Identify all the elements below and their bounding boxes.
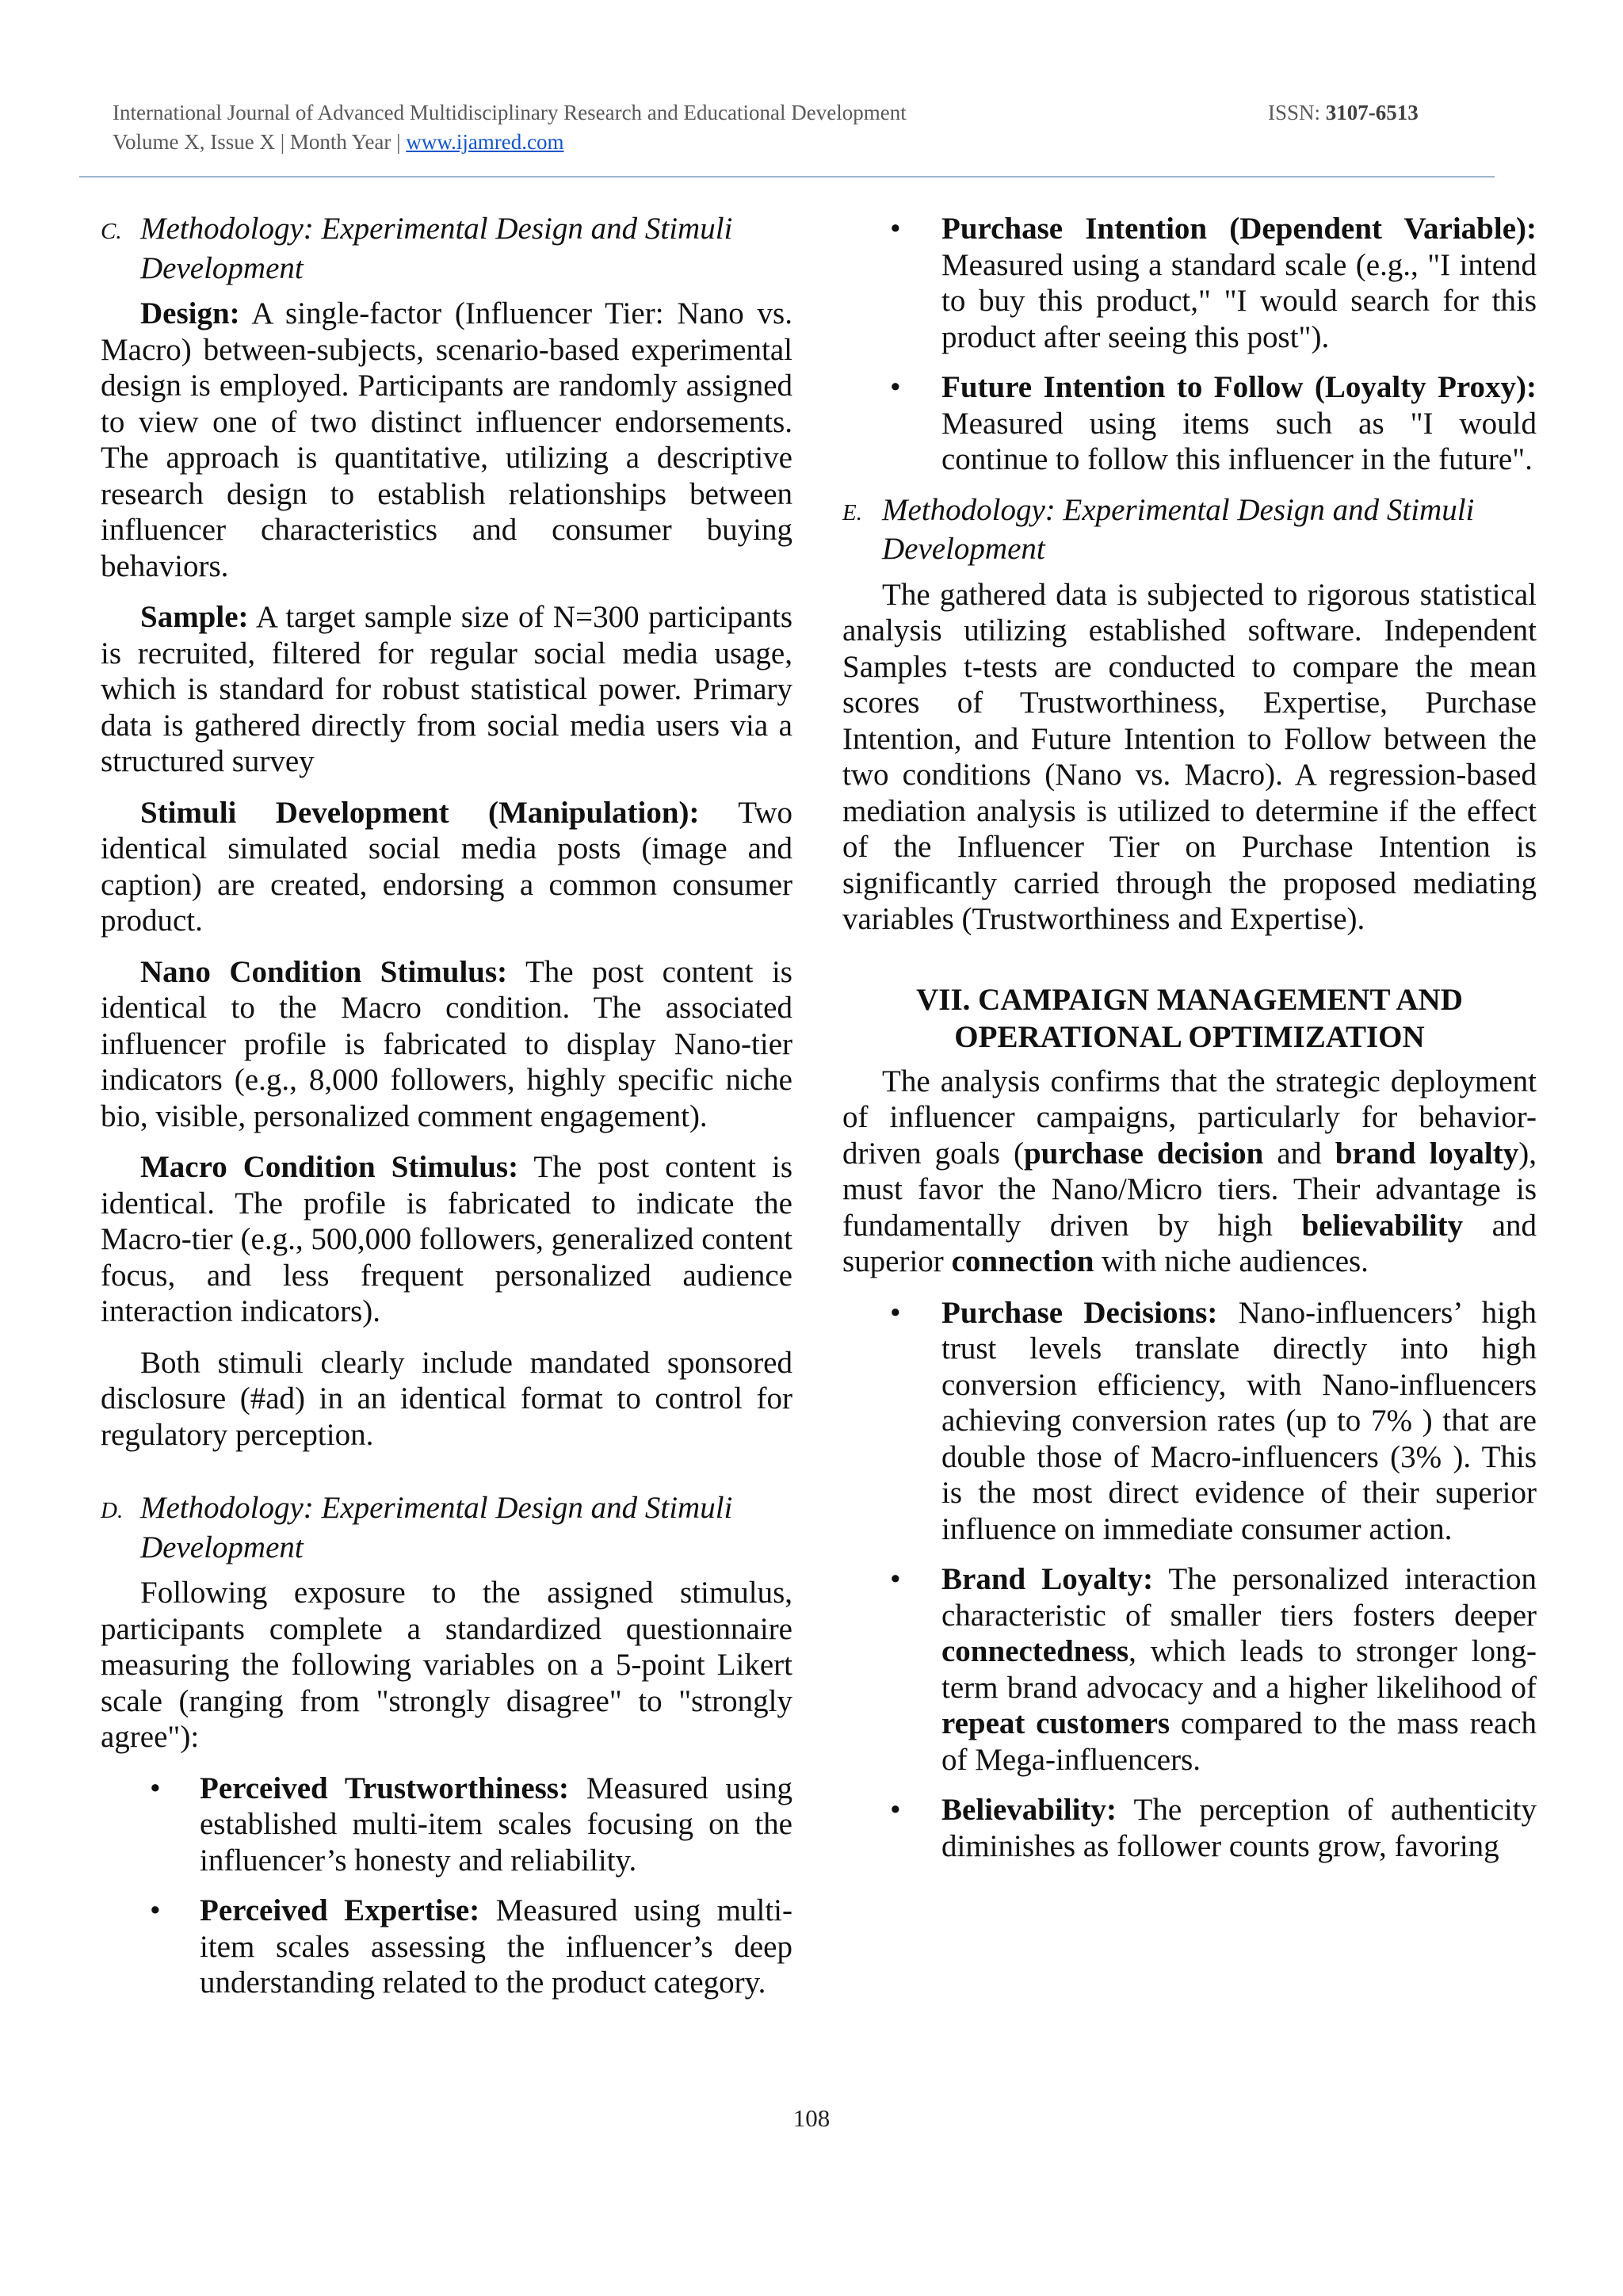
stimuli-label: Stimuli Development (Manipulation): [140, 795, 700, 830]
list-item [842, 211, 1537, 355]
nano-label: Nano Condition Stimulus: [140, 954, 508, 989]
subsection-c-heading [101, 211, 792, 286]
campaign-paragraph [842, 1064, 1537, 1280]
campaign-bold-1: purchase decision [1023, 1136, 1264, 1171]
macro-label: Macro Condition Stimulus: [140, 1150, 519, 1184]
issn [1268, 98, 1419, 128]
sample-text: A target sample size of N=300 participants is recruited, filtered for regular social media usage, which is standard for robust statistical power. Primary data is gathered directly from social media users via a structured survey [101, 600, 792, 778]
bullet-text: Measured using established multi-item scales focusing on the influencer’s honesty and reliability. [200, 1771, 792, 1878]
sample-paragraph [101, 599, 792, 780]
list-item [842, 1295, 1537, 1548]
journal-header [113, 98, 907, 157]
findings-list [842, 1295, 1537, 1865]
subsection-d-title: Methodology: Experimental Design and Stimuli Development [140, 1491, 733, 1564]
list-item [101, 1893, 792, 2001]
bullet-icon: • [890, 370, 901, 404]
left-column [101, 211, 792, 2015]
bullet-text: The personalized interaction characteristic of smaller tiers fosters deeper [941, 1562, 1537, 1633]
subsection-d-heading [101, 1490, 792, 1565]
bullet-icon: • [150, 1893, 161, 1927]
macro-paragraph [101, 1149, 792, 1330]
nano-paragraph [101, 954, 792, 1135]
both-stimuli-paragraph: Both stimuli clearly include mandated sponsored disclosure (#ad) in an identical format to control for regulatory perception. [101, 1345, 792, 1452]
campaign-text-2: and [1263, 1136, 1335, 1171]
stimuli-text: Two identical simulated social media posts (image and caption) are created, endorsing a common consumer product. [101, 795, 792, 938]
subsection-c-title: Methodology: Experimental Design and Stimuli Development [140, 212, 733, 285]
macro-text: The post content is identical. The profile is fabricated to indicate the Macro-tier (e.g., 500,000 followers, generalized content focus, and less frequent personalized audience interaction indicators). [101, 1150, 793, 1328]
header-divider [79, 176, 1495, 178]
bullet-text: Measured using a standard scale (e.g., "I intend to buy this product," "I would search for this product after seeing this post"). [941, 247, 1537, 354]
list-item [842, 1792, 1537, 1864]
bullet-text: Measured using items such as "I would continue to follow this influencer in the future". [941, 406, 1537, 476]
section-vii-heading [842, 981, 1537, 1056]
bullet-icon: • [890, 1793, 901, 1827]
campaign-bold-4: connection [951, 1244, 1094, 1278]
list-item [842, 369, 1537, 478]
design-paragraph [101, 296, 792, 584]
bullet-label: Perceived Trustworthiness: [200, 1771, 569, 1805]
bullet-label: Perceived Expertise: [200, 1893, 480, 1927]
bullet-label: Believability: [941, 1793, 1117, 1827]
design-text: A single-factor (Influencer Tier: Nano vs. Macro) between-subjects, scenario-based experimental design is employed. Participants are randomly assigned to view one of two distinct influencer endorsements. The approach is quantitative, utilizing a descriptive research design to establish relationships between influencer characteristics and consumer buying behaviors. [101, 296, 792, 583]
issn-number: 3107-6513 [1325, 101, 1419, 124]
nano-text: The post content is identical to the Macro condition. The associated influencer profile is fabricated to display Nano-tier indicators (e.g., 8,000 followers, highly specific niche bio, visible, personalized comment engagement). [101, 954, 792, 1133]
bullet-text: The perception of authenticity diminishes as follower counts grow, favoring [941, 1793, 1537, 1863]
bullet-label: Purchase Intention (Dependent Variable): [941, 212, 1537, 246]
campaign-bold-2: brand loyalty [1335, 1136, 1519, 1171]
list-item [101, 1771, 792, 1879]
bullet-icon: • [890, 1295, 901, 1330]
bullet-icon: • [150, 1771, 161, 1805]
section-heading-line-1: VII. CAMPAIGN MANAGEMENT AND [916, 982, 1463, 1017]
campaign-text-4: and superior [842, 1208, 1537, 1278]
subsection-e-heading [842, 492, 1537, 567]
bullet-icon: • [890, 212, 901, 246]
analysis-paragraph: The gathered data is subjected to rigorous statistical analysis utilizing established software. Independent Samples t-tests are conducted to compare the mean scores of Trustworthiness, Expertise, Purchase Intention, and Future Intention to Follow between the two conditions (Nano vs. Macro). A regression-based mediation analysis is utilized to determine if the effect of the Influencer Tier on Purchase Intention is significantly carried through the proposed mediating variables (Trustworthiness and Expertise). [842, 577, 1537, 936]
journal-title: International Journal of Advanced Multidisciplinary Research and Educational Development [113, 101, 907, 124]
page-number: 108 [792, 2104, 831, 2132]
bullet-text: Nano-influencers’ high trust levels translate directly into high conversion efficiency, with Nano-influencers achieving conversion rates (up to 7% ) that are double those of Macro-influencers (3% ). This is the most direct evidence of their superior influence on immediate consumer action. [941, 1295, 1537, 1546]
measures-list [101, 1771, 792, 2001]
campaign-text-3: ), must favor the Nano/Micro tiers. Their advantage is fundamentally driven by high [842, 1136, 1537, 1243]
campaign-text-5: with niche audiences. [1094, 1244, 1369, 1278]
sample-label: Sample: [140, 600, 249, 634]
bullet-bold: connectedness [941, 1634, 1129, 1668]
right-column [842, 211, 1537, 1878]
subsection-e-letter: E. [842, 499, 862, 525]
bullet-label: Brand Loyalty: [941, 1562, 1154, 1596]
subsection-c-letter: C. [101, 219, 122, 244]
journal-volume-line [113, 128, 907, 157]
volume-text: Volume X, Issue X | Month Year | [113, 130, 407, 154]
campaign-bold-3: believability [1301, 1208, 1464, 1243]
bullet-text: compared to the mass reach of Mega-influencers. [941, 1706, 1537, 1777]
stimuli-paragraph [101, 795, 792, 939]
design-label: Design: [140, 296, 240, 330]
bullet-text: , which leads to stronger long-term brand advocacy and a higher likelihood of [941, 1634, 1537, 1705]
subsection-d-letter: D. [101, 1498, 124, 1523]
bullet-bold: repeat customers [941, 1706, 1170, 1740]
bullet-icon: • [890, 1562, 901, 1596]
subsection-e-title: Methodology: Experimental Design and Stimuli Development [882, 492, 1475, 566]
measures-list-continued [842, 211, 1537, 478]
bullet-label: Purchase Decisions: [941, 1295, 1218, 1330]
bullet-label: Future Intention to Follow (Loyalty Proxy): [941, 370, 1537, 404]
journal-url-link[interactable]: www.ijamred.com [406, 130, 564, 154]
list-item [842, 1561, 1537, 1778]
section-heading-line-2: OPERATIONAL OPTIMIZATION [954, 1019, 1425, 1054]
following-paragraph: Following exposure to the assigned stimulus, participants complete a standardized questionnaire measuring the following variables on a 5-point Likert scale (ranging from "strongly disagree" to "strongly agree"): [101, 1576, 792, 1754]
campaign-text-1: The analysis confirms that the strategic deployment of influencer campaigns, particularly for behavior-driven goals ( [842, 1064, 1537, 1171]
bullet-text: Measured using multi-item scales assessing the influencer’s deep understanding related to the product category. [200, 1893, 792, 2000]
issn-label: ISSN: [1268, 101, 1326, 124]
